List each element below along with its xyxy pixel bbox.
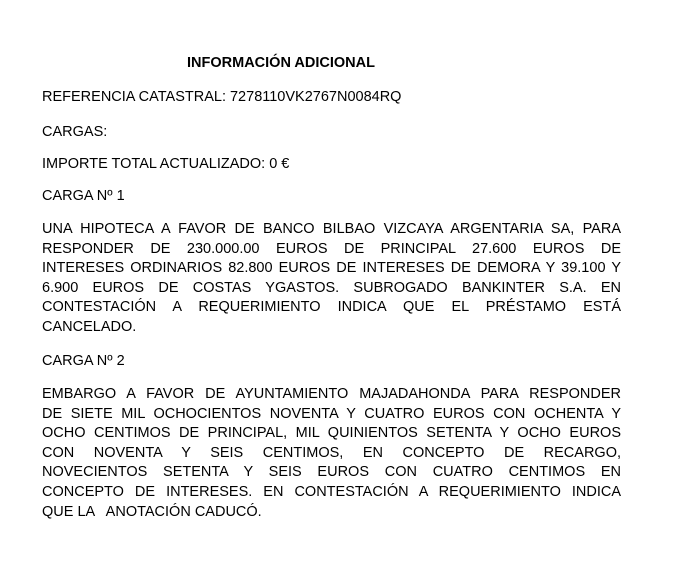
carga-2-line: QUE LA ANOTACIÓN CADUCÓ. xyxy=(42,503,262,520)
carga-2-line: CON NOVENTA Y SEIS CENTIMOS, EN CONCEPTO DE RECARGO, xyxy=(42,444,621,461)
carga-2-line: NOVECIENTOS SETENTA Y SEIS EUROS CON CUATRO CENTIMOS EN xyxy=(42,464,621,481)
carga-1-line: UNA HIPOTECA A FAVOR DE BANCO BILBAO VIZCAYA ARGENTARIA SA, PARA xyxy=(42,221,621,237)
carga-1-heading: CARGA Nº 1 xyxy=(42,188,125,204)
carga-2-line: EMBARGO A FAVOR DE AYUNTAMIENTO MAJADAHONDA PARA RESPONDER xyxy=(42,386,621,402)
carga-1-line: CONTESTACIÓN A REQUERIMIENTO INDICA QUE EL PRÉSTAMO ESTÁ xyxy=(42,299,621,316)
carga-1-text xyxy=(42,220,621,338)
carga-1-line: RESPONDER DE 230.000.00 EUROS DE PRINCIPAL 27.600 EUROS DE xyxy=(42,240,621,257)
carga-2-line: OCHO CENTIMOS DE PRINCIPAL, MIL QUINIENTOS SETENTA Y OCHO EUROS xyxy=(42,425,621,442)
carga-2-heading: CARGA Nº 2 xyxy=(42,353,125,369)
carga-1-line: CANCELADO. xyxy=(42,318,137,335)
carga-2-line: DE SIETE MIL OCHOCIENTOS NOVENTA Y CUATRO EUROS CON OCHENTA Y xyxy=(42,405,621,422)
carga-1-line: INTERESES ORDINARIOS 82.800 EUROS DE INTERESES DE DEMORA Y 39.100 Y xyxy=(42,260,621,277)
importe-total: IMPORTE TOTAL ACTUALIZADO: 0 € xyxy=(42,156,290,172)
cargas-label: CARGAS: xyxy=(42,124,108,140)
carga-2-line: CONCEPTO DE INTERESES. EN CONTESTACIÓN A REQUERIMIENTO INDICA xyxy=(42,483,621,500)
referencia-catastral: REFERENCIA CATASTRAL: 7278110VK2767N0084RQ xyxy=(42,89,402,105)
carga-1-line: 6.900 EUROS DE COSTAS YGASTOS. SUBROGADO BANKINTER S.A. EN xyxy=(42,279,621,296)
carga-2-text xyxy=(42,385,621,522)
document-title: INFORMACIÓN ADICIONAL xyxy=(187,55,375,71)
